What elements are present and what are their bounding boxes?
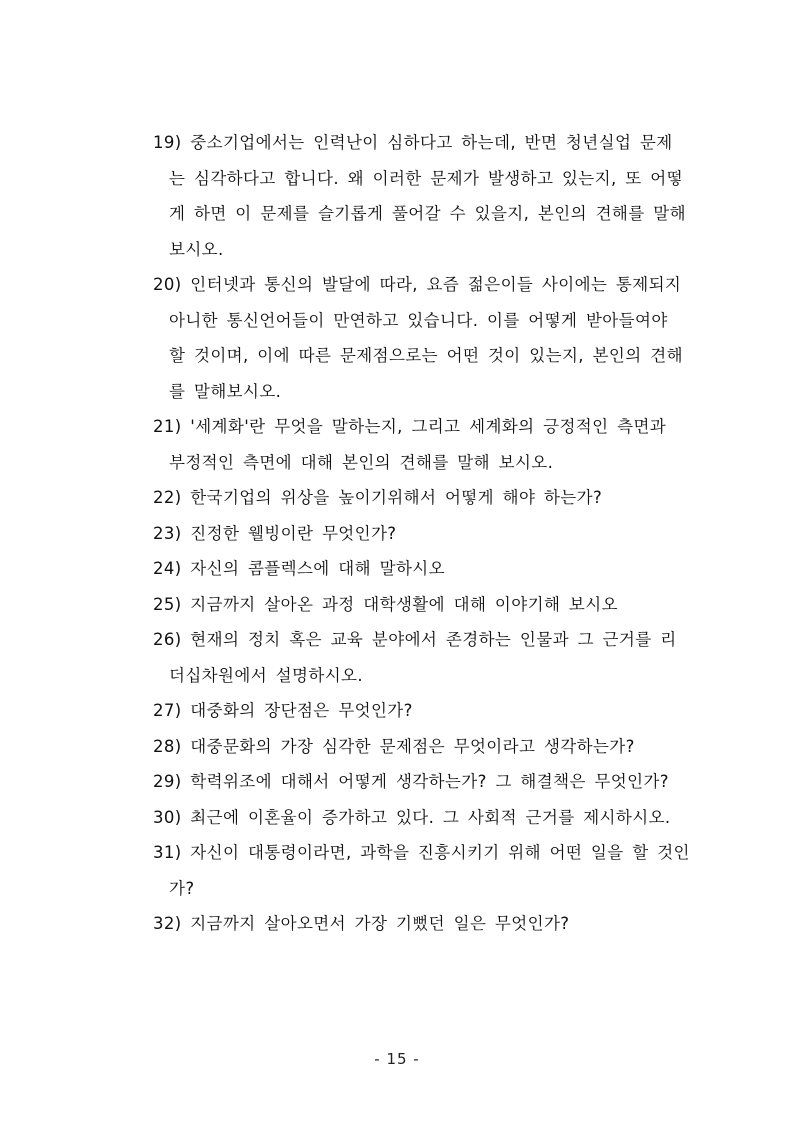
question-line: 30) 최근에 이혼율이 증가하고 있다. 그 사회적 근거를 제시하시오. xyxy=(153,807,671,827)
question-line: 더십차원에서 설명하시오. xyxy=(169,665,364,685)
question-line: 는 심각하다고 합니다. 왜 이러한 문제가 발생하고 있는지, 또 어떻 xyxy=(169,168,683,188)
question-line: 가? xyxy=(169,878,195,898)
question-21 xyxy=(153,409,698,480)
question-19 xyxy=(153,125,698,267)
question-line: 26) 현재의 정치 혹은 교육 분야에서 존경하는 인물과 그 근거를 리 xyxy=(153,630,677,649)
question-25 xyxy=(153,587,698,623)
question-line: 를 말해보시오. xyxy=(169,381,282,401)
question-line: 21) '세계화'란 무엇을 말하는지, 그리고 세계화의 긍정적인 측면과 xyxy=(153,417,667,436)
question-20 xyxy=(153,267,698,409)
question-line: 20) 인터넷과 통신의 발달에 따라, 요즘 젊은이들 사이에는 통제되지 xyxy=(153,275,682,294)
question-30 xyxy=(153,800,698,836)
question-26 xyxy=(153,622,698,693)
question-27 xyxy=(153,693,698,729)
question-line: 아니한 통신언어들이 만연하고 있습니다. 이를 어떻게 받아들여야 xyxy=(169,310,668,330)
question-28 xyxy=(153,729,698,765)
question-line: 게 하면 이 문제를 슬기롭게 풀어갈 수 있을지, 본인의 견해를 말해 xyxy=(169,204,686,223)
question-line: 24) 자신의 콤플렉스에 대해 말하시오 xyxy=(153,559,445,578)
question-line: 29) 학력위조에 대해서 어떻게 생각하는가? 그 해결책은 무엇인가? xyxy=(153,772,669,791)
question-24 xyxy=(153,551,698,587)
question-29 xyxy=(153,764,698,800)
question-line: 부정적인 측면에 대해 본인의 견해를 말해 보시오. xyxy=(169,452,554,472)
page-number: - 15 - xyxy=(374,1050,420,1068)
question-line: 31) 자신이 대통령이라면, 과학을 진흥시키기 위해 어떤 일을 할 것인 xyxy=(153,843,690,862)
question-line: 22) 한국기업의 위상을 높이기위해서 어떻게 해야 하는가? xyxy=(153,488,603,507)
question-31 xyxy=(153,835,698,906)
question-line: 19) 중소기업에서는 인력난이 심하다고 하는데, 반면 청년실업 문제 xyxy=(153,133,673,152)
question-line: 보시오. xyxy=(169,239,224,259)
question-23 xyxy=(153,516,698,552)
question-32 xyxy=(153,906,698,942)
question-22 xyxy=(153,480,698,516)
question-line: 28) 대중문화의 가장 심각한 문제점은 무엇이라고 생각하는가? xyxy=(153,736,635,756)
question-line: 25) 지금까지 살아온 과정 대학생활에 대해 이야기해 보시오 xyxy=(153,594,618,614)
question-line: 할 것이며, 이에 따른 문제점으로는 어떤 것이 있는지, 본인의 견해 xyxy=(169,346,683,365)
question-line: 32) 지금까지 살아오면서 가장 기뻤던 일은 무엇인가? xyxy=(153,914,570,933)
question-list xyxy=(153,125,698,942)
question-line: 23) 진정한 웰빙이란 무엇인가? xyxy=(153,523,397,543)
question-line: 27) 대중화의 장단점은 무엇인가? xyxy=(153,701,413,720)
